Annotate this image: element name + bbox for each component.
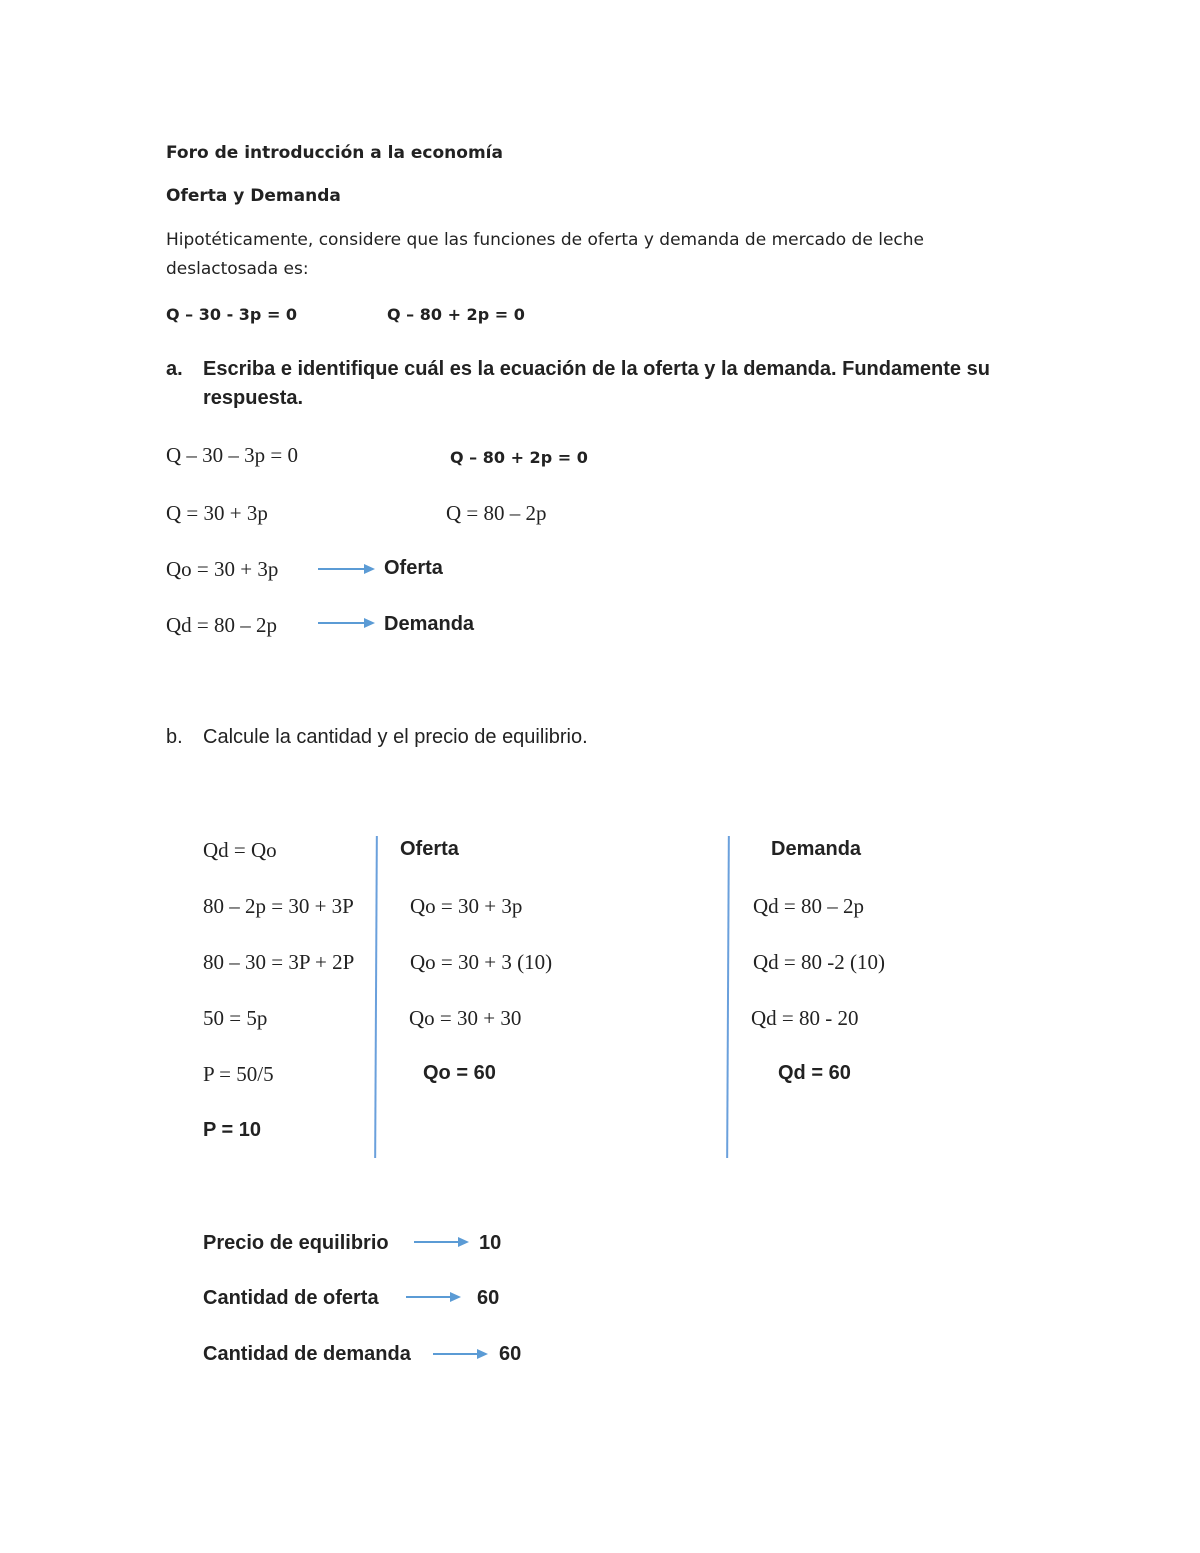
arrow-icon [414, 1235, 472, 1249]
supply-quantity-value: 60 [477, 1287, 500, 1309]
arrow-icon [318, 616, 376, 630]
supply-quantity-label: Cantidad de oferta [203, 1287, 379, 1309]
question-b-marker: b. [166, 726, 183, 748]
demand-quantity-label: Cantidad de demanda [203, 1343, 411, 1365]
column-divider [726, 836, 730, 1158]
demand-quantity-value: 60 [499, 1343, 522, 1365]
question-a-line-2: respuesta. [203, 387, 304, 409]
demand-result: Qd = 60 [778, 1062, 851, 1084]
given-equation-demand: Q – 80 + 2p = 0 [387, 305, 525, 324]
intro-line-2: deslactosada es: [166, 259, 309, 279]
demand-equation: Qd = 80 – 2p [166, 613, 278, 637]
intro-line-1: Hipotéticamente, considere que las funciones de oferta y demanda de mercado de leche [166, 230, 924, 250]
step-demand-solved: Q = 80 – 2p [446, 501, 547, 525]
supply-label: Oferta [384, 557, 443, 579]
derivation-line: P = 50/5 [203, 1062, 274, 1086]
arrow-icon [433, 1347, 491, 1361]
supply-step: Qo = 30 + 3 (10) [410, 950, 553, 974]
arrow-icon [318, 562, 376, 576]
equilibrium-price-value: 10 [479, 1232, 502, 1254]
supply-equation: Qo = 30 + 3p [166, 557, 279, 581]
arrow-icon [406, 1290, 464, 1304]
derivation-line: 80 – 30 = 3P + 2P [203, 950, 355, 974]
derivation-line: Qd = Qo [203, 838, 277, 862]
step-demand-original: Q – 80 + 2p = 0 [450, 448, 588, 467]
supply-column-header: Oferta [400, 838, 459, 860]
document-subtitle: Oferta y Demanda [166, 186, 341, 206]
supply-step: Qo = 30 + 30 [409, 1006, 522, 1030]
price-result: P = 10 [203, 1119, 262, 1141]
question-b-text: Calcule la cantidad y el precio de equilibrio. [203, 726, 588, 748]
question-a-marker: a. [166, 358, 183, 380]
column-divider [374, 836, 378, 1158]
demand-column-header: Demanda [771, 838, 862, 860]
step-supply-original: Q – 30 – 3p = 0 [166, 443, 299, 467]
supply-step: Qo = 30 + 3p [410, 894, 523, 918]
given-equation-supply: Q – 30 - 3p = 0 [166, 305, 298, 324]
document-title: Foro de introducción a la economía [166, 143, 503, 163]
derivation-line: 80 – 2p = 30 + 3P [203, 894, 354, 918]
demand-label: Demanda [384, 613, 475, 635]
supply-result: Qo = 60 [423, 1062, 496, 1084]
demand-step: Qd = 80 -2 (10) [753, 950, 885, 974]
question-a-line-1: Escriba e identifique cuál es la ecuación de la oferta y la demanda. Fundamente su [203, 358, 990, 380]
demand-step: Qd = 80 – 2p [753, 894, 865, 918]
step-supply-solved: Q = 30 + 3p [166, 501, 268, 525]
derivation-line: 50 = 5p [203, 1006, 268, 1030]
demand-step: Qd = 80 - 20 [751, 1006, 859, 1030]
equilibrium-price-label: Precio de equilibrio [203, 1232, 389, 1254]
